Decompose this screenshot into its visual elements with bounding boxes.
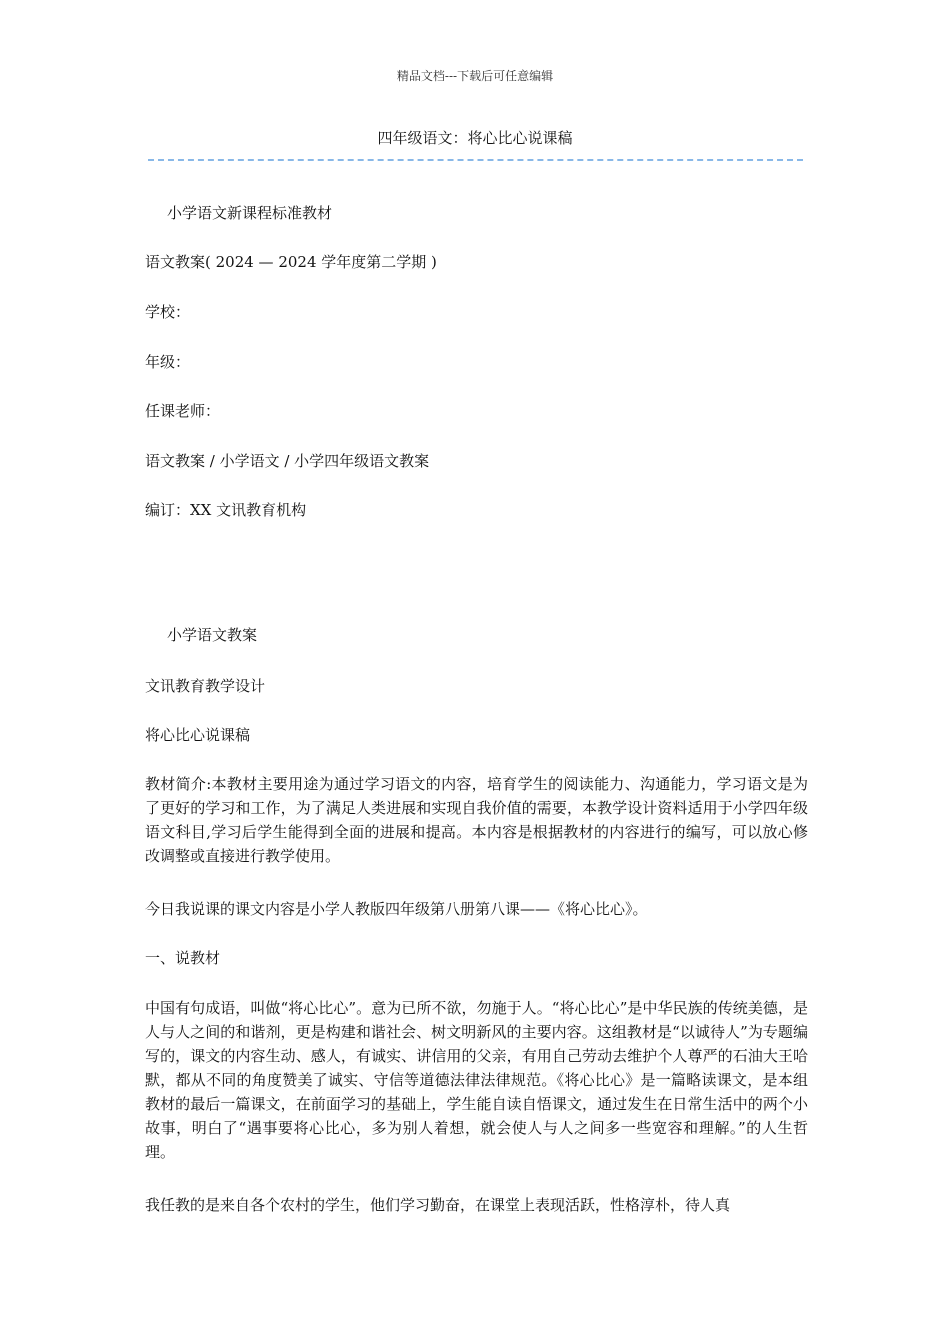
intro-paragraph: 教材简介:本教材主要用途为通过学习语文的内容，培育学生的阅读能力、沟通能力，学习语文是为了更好的学习和工作，为了满足人类进展和实现自我价值的需要，本教学设计资料适用于小学四年级语文科目,学习后学生能得到全面的进展和提高。本内容是根据教材的内容进行的编写，可以放心修改调整或直接进行教学使用。 <box>145 775 808 865</box>
cover-plan-year: 语文教案( 2024 — 2024 学年度第二学期 ) <box>145 253 437 271</box>
students-paragraph: 我任教的是来自各个农村的学生，他们学习勤奋，在课堂上表现活跃，性格淳朴，待人真 <box>145 1196 731 1214</box>
watermark-text: 精品文档---下载后可任意编辑 <box>396 69 554 83</box>
body-heading-2: 文讯教育教学设计 <box>145 677 266 695</box>
cover-series: 小学语文新课程标准教材 <box>167 204 333 222</box>
document-title: 四年级语文：将心比心说课稿 <box>377 129 573 147</box>
cover-category: 语文教案 / 小学语文 / 小学四年级语文教案 <box>145 452 430 470</box>
textbook-paragraph: 中国有句成语，叫做“将心比心”。意为已所不欲，勿施于人。“将心比心”是中华民族的传统美德，是人与人之间的和谐剂，更是构建和谐社会、树文明新风的主要内容。这组教材是“以诚待人”为专题编写的，课文的内容生动、感人，有诚实、讲信用的父亲，有用自己劳动去维护个人尊严的石油大王哈默，都从不同的角度赞美了诚实、守信等道德法律法律规范。《将心比心》是一篇略读课文，是本组教材的最后一篇课文，在前面学习的基础上，学生能自读自悟课文，通过发生在日常生活中的两个小故事，明白了“遇事要将心比心，多为别人着想，就会使人与人之间多一些宽容和理解。”的人生哲理。 <box>145 999 808 1161</box>
cover-editor: 编订：XX 文讯教育机构 <box>145 501 307 519</box>
cover-grade: 年级： <box>145 353 191 371</box>
cover-school: 学校： <box>145 303 191 321</box>
cover-teacher: 任课老师： <box>145 402 221 420</box>
title-divider <box>148 159 803 161</box>
lesson-statement: 今日我说课的课文内容是小学人教版四年级第八册第八课——《将心比心》。 <box>145 900 648 918</box>
section-heading-1: 一、说教材 <box>145 949 221 967</box>
body-heading-1: 小学语文教案 <box>167 626 258 644</box>
body-heading-3: 将心比心说课稿 <box>145 726 251 744</box>
